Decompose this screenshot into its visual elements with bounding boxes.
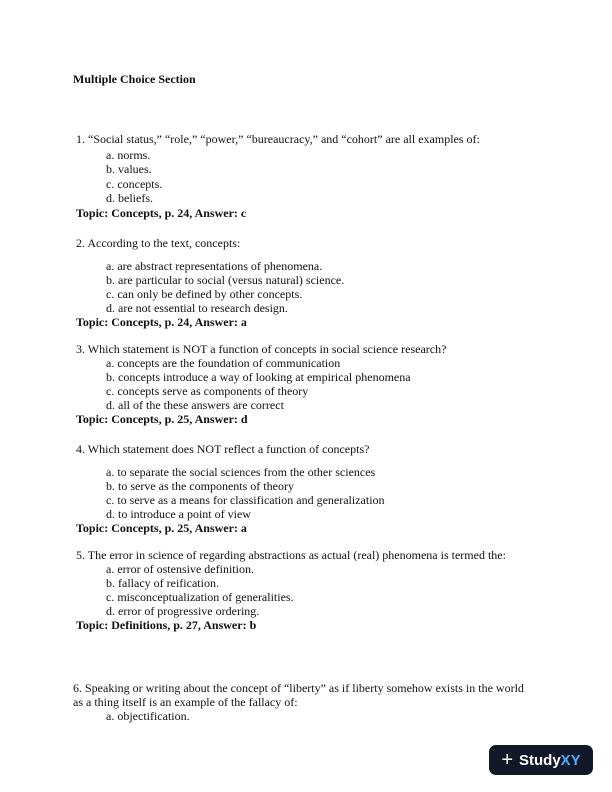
question-3-topic: Topic: Concepts, p. 25, Answer: d [76, 412, 248, 426]
question-5-option-d: d. error of progressive ordering. [106, 604, 260, 618]
question-2-stem: 2. According to the text, concepts: [76, 236, 241, 250]
logo-text-xy: XY [560, 751, 581, 769]
question-1-option-a: a. norms. [106, 148, 151, 162]
question-4-option-d: d. to introduce a point of view [106, 507, 251, 521]
plus-icon: + [501, 749, 513, 771]
question-1-option-d: d. beliefs. [106, 191, 153, 205]
question-5-topic: Topic: Definitions, p. 27, Answer: b [76, 618, 257, 632]
question-1-option-c: c. concepts. [106, 177, 163, 191]
question-2-option-c: c. can only be defined by other concepts. [106, 287, 303, 301]
question-6-stem-line-2: as a thing itself is an example of the fallacy of: [73, 695, 298, 709]
question-3-option-a: a. concepts are the foundation of communication [106, 356, 341, 370]
question-3-option-b: b. concepts introduce a way of looking at empirical phenomena [106, 370, 411, 384]
logo-text-study: Study [519, 751, 561, 769]
question-4-option-b: b. to serve as the components of theory [106, 479, 294, 493]
question-2-option-d: d. are not essential to research design. [106, 301, 288, 315]
question-3-option-d: d. all of the these answers are correct [106, 398, 284, 412]
question-5-option-c: c. misconceptualization of generalities. [106, 590, 294, 604]
question-4-stem: 4. Which statement does NOT reflect a function of concepts? [76, 442, 370, 456]
question-3-option-c: c. concepts serve as components of theory [106, 384, 309, 398]
question-4-topic: Topic: Concepts, p. 25, Answer: a [76, 521, 247, 535]
studyxy-logo[interactable] [489, 745, 593, 775]
section-title: Multiple Choice Section [73, 72, 196, 86]
question-2-topic: Topic: Concepts, p. 24, Answer: a [76, 315, 247, 329]
question-2-option-b: b. are particular to social (versus natural) science. [106, 273, 345, 287]
question-5-option-a: a. error of ostensive definition. [106, 562, 254, 576]
question-1-stem: 1. “Social status,” “role,” “power,” “bureaucracy,” and “cohort” are all examples of: [76, 132, 480, 146]
question-2-option-a: a. are abstract representations of phenomena. [106, 259, 323, 273]
question-1-topic: Topic: Concepts, p. 24, Answer: c [76, 206, 247, 220]
question-6-stem-line-1: 6. Speaking or writing about the concept of “liberty” as if liberty somehow exists in the world [73, 681, 524, 695]
question-6-option-a: a. objectification. [106, 709, 190, 723]
question-5-stem: 5. The error in science of regarding abstractions as actual (real) phenomena is termed the: [76, 548, 506, 562]
question-4-option-a: a. to separate the social sciences from the other sciences [106, 465, 376, 479]
question-1-option-b: b. values. [106, 162, 152, 176]
question-3-stem: 3. Which statement is NOT a function of concepts in social science research? [76, 342, 447, 356]
question-4-option-c: c. to serve as a means for classification and generalization [106, 493, 385, 507]
question-5-option-b: b. fallacy of reification. [106, 576, 219, 590]
